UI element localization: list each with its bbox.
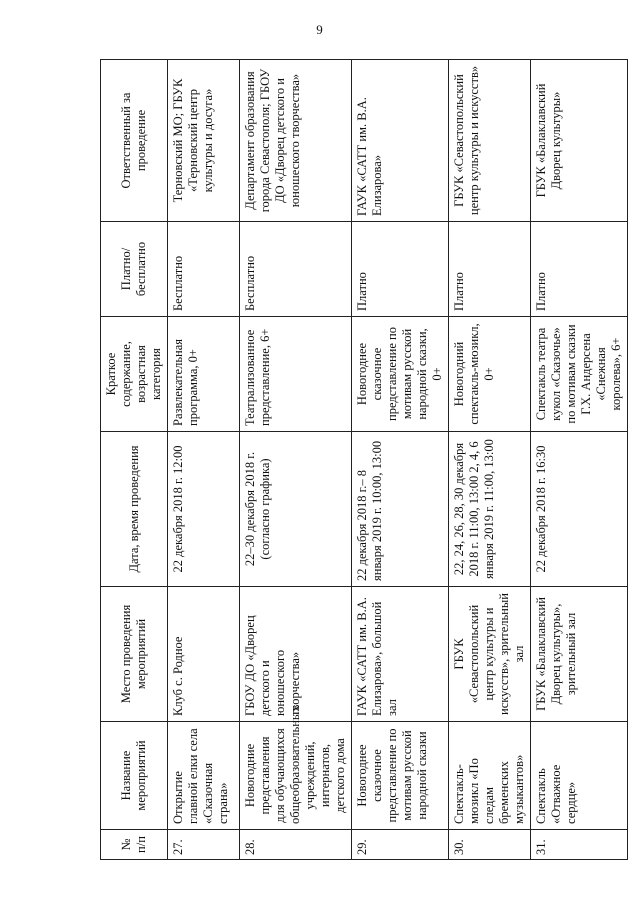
cell-name: Новогоднее сказочное представление по мотивам русской народной сказки [352,722,449,830]
cell-place: ГАУК «САТТ им. В.А. Елизарова», большой зал [352,587,449,722]
header-responsible: Ответственный за проведение [101,60,168,222]
cell-paid: Бесплатно [168,222,240,317]
cell-number: 30. [449,830,531,860]
header-date: Дата, время проведения [101,432,168,587]
cell-date: 22–30 декабря 2018 г. (согласно графика) [240,432,352,587]
cell-name: Спектакль-мюзикл «По следам бременских музыкантов» [449,722,531,830]
cell-place: ГБУК «Севастопольский центр культуры и искусств», зрительный зал [449,587,531,722]
cell-content: Развлекательная программа, 0+ [168,317,240,432]
cell-responsible: ГБУК «Севастопольский центр культуры и искусств» [449,60,531,222]
cell-number: 31. [531,830,628,860]
table-row [449,60,531,860]
table-row [531,60,628,860]
header-name: Название мероприятий [101,722,168,830]
cell-content: Новогоднее сказочное представление по мотивам русской народной сказки, 0+ [352,317,449,432]
cell-responsible: ГБУК «Балаклавский Дворец культуры» [531,60,628,222]
cell-paid: Бесплатно [240,222,352,317]
cell-place: ГБУК «Балаклавский Дворец культуры», зрительный зал [531,587,628,722]
header-number: № п/п [101,830,168,860]
cell-place: ГБОУ ДО «Дворец детского и юношеского творчества» [240,587,352,722]
cell-number: 28. [240,830,352,860]
table-header-row [101,60,168,860]
cell-content: Театрализованное представление, 6+ [240,317,352,432]
table-row [352,60,449,860]
cell-place: Клуб с. Родное [168,587,240,722]
rotated-table-container [100,60,623,860]
cell-content: Спектакль театра кукол «Сказочье» по мотивам сказки Г.Х. Андерсена «Снежная королева», 6+ [531,317,628,432]
page-number: 9 [316,22,323,37]
cell-date: 22 декабря 2018 г. 16:30 [531,432,628,587]
events-table [100,59,628,860]
cell-paid: Платно [449,222,531,317]
cell-responsible: Департамент образования города Севастополя; ГБОУ ДО «Дворец детского и юношеского творчества» [240,60,352,222]
cell-date: 22, 24, 26, 28, 30 декабря 2018 г. 11:00, 13:00 2, 4, 6 января 2019 г. 11:00, 13:00 [449,432,531,587]
cell-date: 22 декабря 2018 г. 12:00 [168,432,240,587]
cell-date: 22 декабря 2018 г.– 8 января 2019 г. 10:00, 13:00 [352,432,449,587]
cell-name: Спектакль «Отважное сердце» [531,722,628,830]
cell-responsible: ГАУК «САТТ им. В.А. Елизарова» [352,60,449,222]
cell-number: 27. [168,830,240,860]
cell-paid: Платно [352,222,449,317]
table-row [240,60,352,860]
cell-name: Открытие главной елки села «Сказочная страна» [168,722,240,830]
header-content: Краткое содержание, возрастная категория [101,317,168,432]
cell-number: 29. [352,830,449,860]
cell-name: Новогодние представления для обучающихся общеобразовательных учреждений, интернатов, детского дома [240,722,352,830]
table-row [168,60,240,860]
cell-content: Новогодний спектакль-мюзикл, 0+ [449,317,531,432]
header-place: Место проведения мероприятий [101,587,168,722]
header-paid: Платно/ бесплатно [101,222,168,317]
cell-responsible: Терновский МО; ГБУК «Терновский центр культуры и досуга» [168,60,240,222]
cell-paid: Платно [531,222,628,317]
